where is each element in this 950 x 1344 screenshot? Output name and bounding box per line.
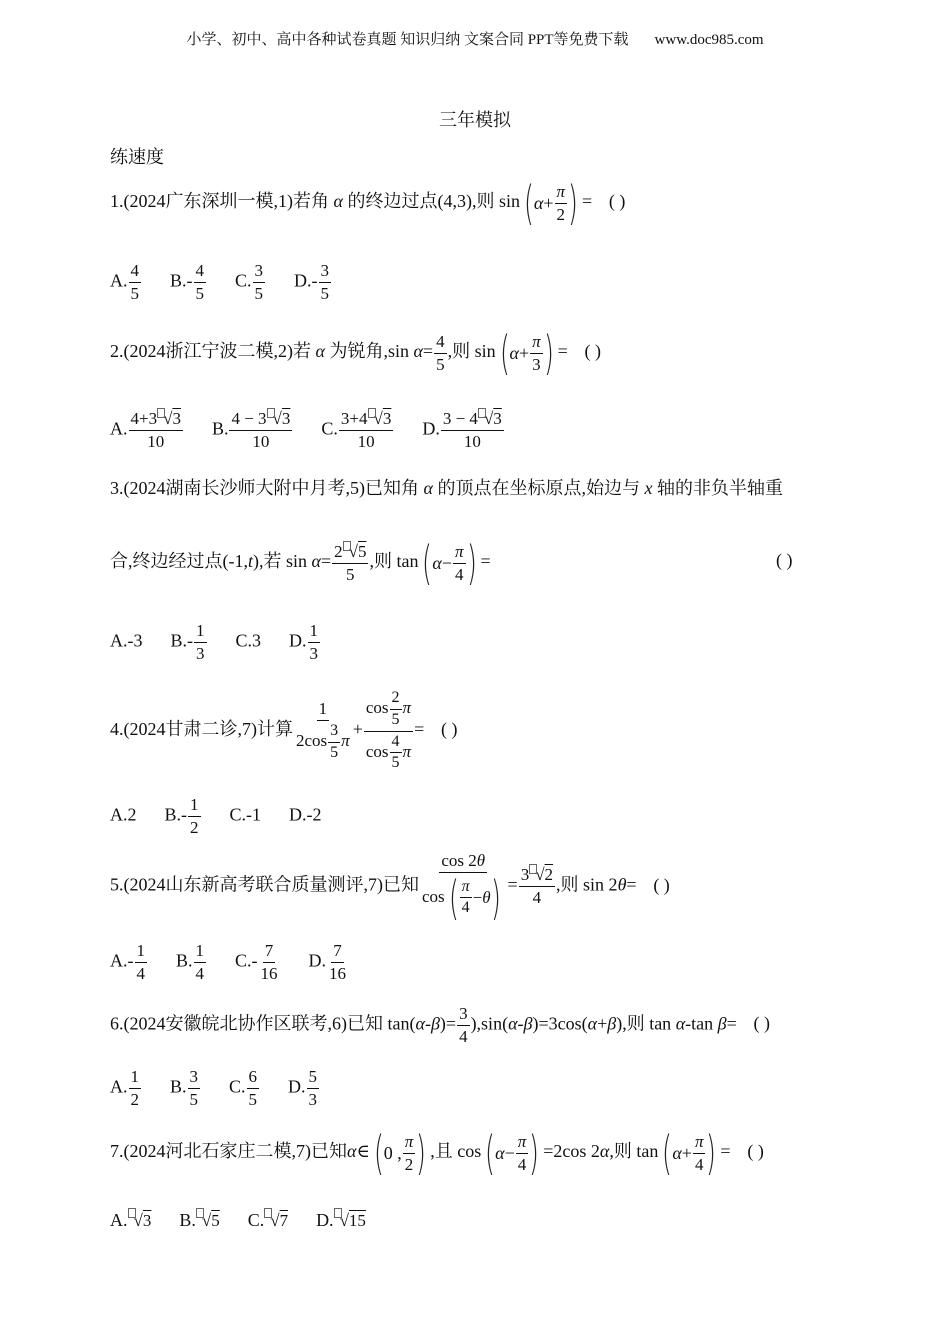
question-5: 5.(2024山东新高考联合质量测评,7)已知 cos 2θ cos ( π 4 − θ ) = $\frac{3 √2}{4}$ ,则 sin 2θ= ( )	[110, 852, 687, 921]
question-1: 1.(2024广东深圳一模,1)若角 α 的终边过点(4,3),则 sin ( α + π 2 ) = ( )	[110, 180, 642, 226]
answer-blank: ( )	[440, 719, 458, 740]
page-title: 三年模拟	[439, 110, 511, 130]
question-7: 7.(2024河北石家庄二模,7)已知α∈ ( 0 , π 2 ) ,且 cos ( α − π 4 ) =2cos 2α,则 tan ( α + π 4 ) = ( )	[110, 1130, 781, 1176]
options-q2: A. $\frac{4+3 √3}{10}$ B. $\frac{4 - 3 √3}{10}$ C. $\frac{3+4 √3}{10}$ D. $\frac{3 - 4 √3}{10}$	[110, 409, 502, 451]
options-q6: A. $\frac{1}{2}$ B. $\frac{3}{5}$ C. $\frac{6}{5}$ D. $\frac{5}{3}$	[110, 1067, 318, 1109]
page-header	[0, 28, 950, 49]
question-3-line2: 合,终边经过点(-1,t),若 sin α= $\frac{2 √5}{5}$ ,则 tan ( α − π 4 ) =	[110, 536, 491, 590]
options-q7: A. √3 B. √5 C. √7 D. √15	[110, 1210, 366, 1230]
question-4: 4.(2024甘肃二诊,7)计算 1 2cos $\frac{3}{5}$ π + cos $\frac{2}{5}$ π cos $\frac{4}{5}$ π = ( )	[110, 690, 474, 772]
answer-blank: ( )	[753, 1013, 770, 1034]
question-3-line1: 3.(2024湖南长沙师大附中月考,5)已知角 α 的顶点在坐标原点,始边与 x 轴的非负半轴重	[110, 478, 783, 498]
question-6: 6.(2024安徽皖北协作区联考,6)已知 tan(α-β)= $\frac{3}{4}$ ),sin(α-β)=3cos(α+β),则 tan α-tan β= ( )	[110, 1005, 787, 1046]
answer-blank-q3: ( )	[776, 550, 793, 570]
section-subtitle: 练速度	[110, 147, 164, 167]
options-q3: A.-3 B.- $\frac{1}{3}$ C.3 D. $\frac{1}{3}$	[110, 621, 319, 663]
answer-blank: ( )	[747, 1141, 764, 1162]
options-q5: A.- $\frac{1}{4}$ B. $\frac{1}{4}$ C.- $\frac{7}{16}$ D. $\frac{7}{16}$	[110, 941, 347, 983]
answer-blank: ( )	[584, 341, 602, 362]
header-site: www.doc985.com	[654, 32, 764, 48]
options-q4: A.2 B.- $\frac{1}{2}$ C.-1 D.-2	[110, 795, 322, 837]
answer-blank: ( )	[608, 191, 626, 212]
options-q1: A. $\frac{4}{5}$ B.- $\frac{4}{5}$ C. $\frac{3}{5}$ D.- $\frac{3}{5}$	[110, 261, 330, 303]
question-2: 2.(2024浙江宁波二模,2)若 α 为锐角,sin α= $\frac{4}{5}$ ,则 sin ( α + π 3 ) = ( )	[110, 330, 618, 376]
header-tags: 小学、初中、高中各种试卷真题 知识归纳 文案合同 PPT等免费下载	[186, 32, 629, 48]
answer-blank: ( )	[653, 874, 670, 895]
